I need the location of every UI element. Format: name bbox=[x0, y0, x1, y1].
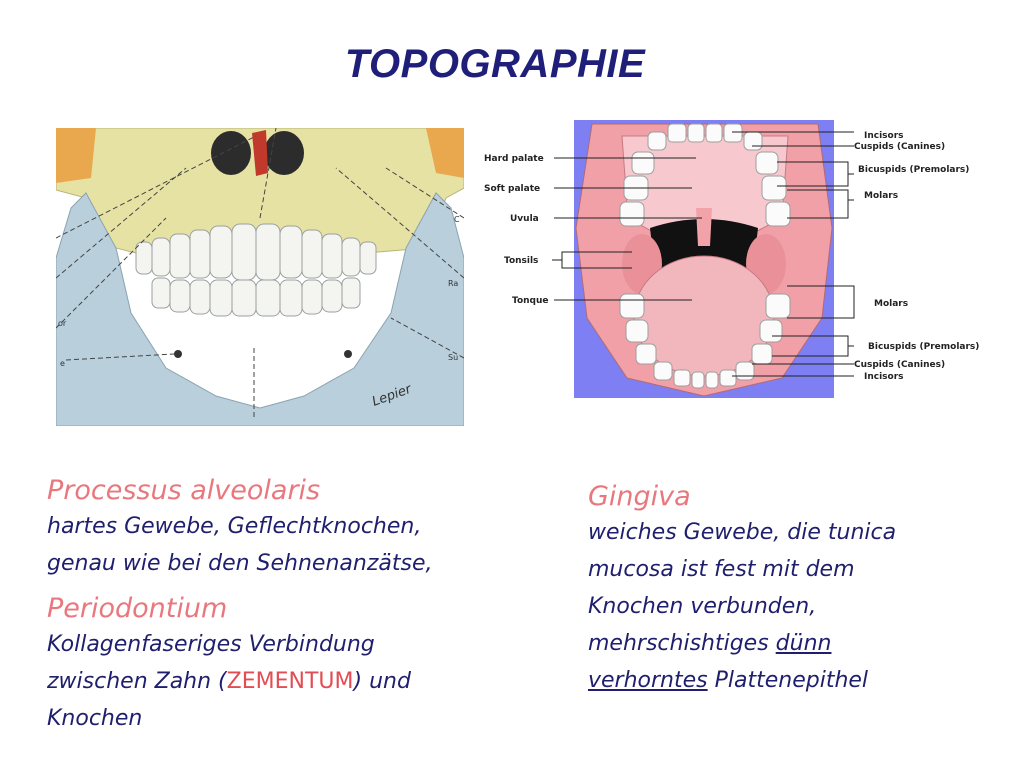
label-molars-upper: Molars bbox=[864, 191, 899, 201]
label-incisors-lower: Incisors bbox=[864, 372, 904, 382]
text-fragment: mehrschishtiges bbox=[588, 631, 776, 656]
label-soft-palate: Soft palate bbox=[484, 184, 541, 194]
label-cuspids-lower: Cuspids (Canines) bbox=[854, 360, 946, 370]
text-line: Kollagenfaseriges Verbindung bbox=[47, 632, 375, 657]
label-bicuspids-lower: Bicuspids (Premolars) bbox=[868, 342, 980, 352]
heading-gingiva: Gingiva bbox=[588, 481, 691, 512]
skull-label-or: or bbox=[58, 319, 67, 328]
text-line bbox=[47, 663, 527, 700]
text-line: weiches Gewebe, die tunica bbox=[588, 520, 897, 545]
label-hard-palate: Hard palate bbox=[484, 154, 544, 164]
skull-label-c: C bbox=[454, 215, 460, 224]
text-line: Knochen bbox=[47, 706, 143, 731]
text-line: genau wie bei den Sehnenanzätse, bbox=[47, 551, 433, 576]
text-line: hartes Gewebe, Geflechtknochen, bbox=[47, 514, 422, 539]
text-fragment: Plattenepithel bbox=[707, 668, 869, 693]
left-text-column bbox=[47, 474, 527, 737]
label-cuspids-upper: Cuspids (Canines) bbox=[854, 142, 946, 152]
emphasis-zementum: ZEMENTUM bbox=[226, 669, 354, 694]
label-molars-lower: Molars bbox=[874, 299, 909, 309]
label-tonsils: Tonsils bbox=[504, 256, 539, 266]
text-line: Knochen verbunden, bbox=[588, 594, 817, 619]
skull-illustration bbox=[56, 128, 464, 426]
underlined-verhorntes: verhorntes bbox=[588, 668, 708, 693]
text-fragment: ) und bbox=[353, 669, 411, 694]
heading-processus-alveolaris: Processus alveolaris bbox=[47, 475, 321, 506]
skull-label-ra: Ra bbox=[448, 279, 459, 288]
mouth-illustration bbox=[482, 118, 1004, 402]
text-line bbox=[588, 625, 988, 662]
label-incisors-upper: Incisors bbox=[864, 131, 904, 141]
illustrator-signature: Lepier bbox=[370, 381, 414, 410]
label-bicuspids-upper: Bicuspids (Premolars) bbox=[858, 165, 970, 175]
label-uvula: Uvula bbox=[510, 214, 539, 224]
page-title: TOPOGRAPHIE bbox=[344, 42, 646, 86]
text-fragment: zwischen Zahn ( bbox=[47, 669, 227, 694]
skull-label-e: e bbox=[60, 359, 65, 368]
skull-label-su: Su bbox=[448, 353, 459, 362]
heading-periodontium: Periodontium bbox=[47, 593, 228, 624]
text-line bbox=[588, 662, 988, 699]
label-tongue: Tonque bbox=[512, 296, 549, 306]
right-text-column bbox=[588, 480, 988, 699]
underlined-duenn: dünn bbox=[775, 631, 832, 656]
text-line: mucosa ist fest mit dem bbox=[588, 557, 855, 582]
